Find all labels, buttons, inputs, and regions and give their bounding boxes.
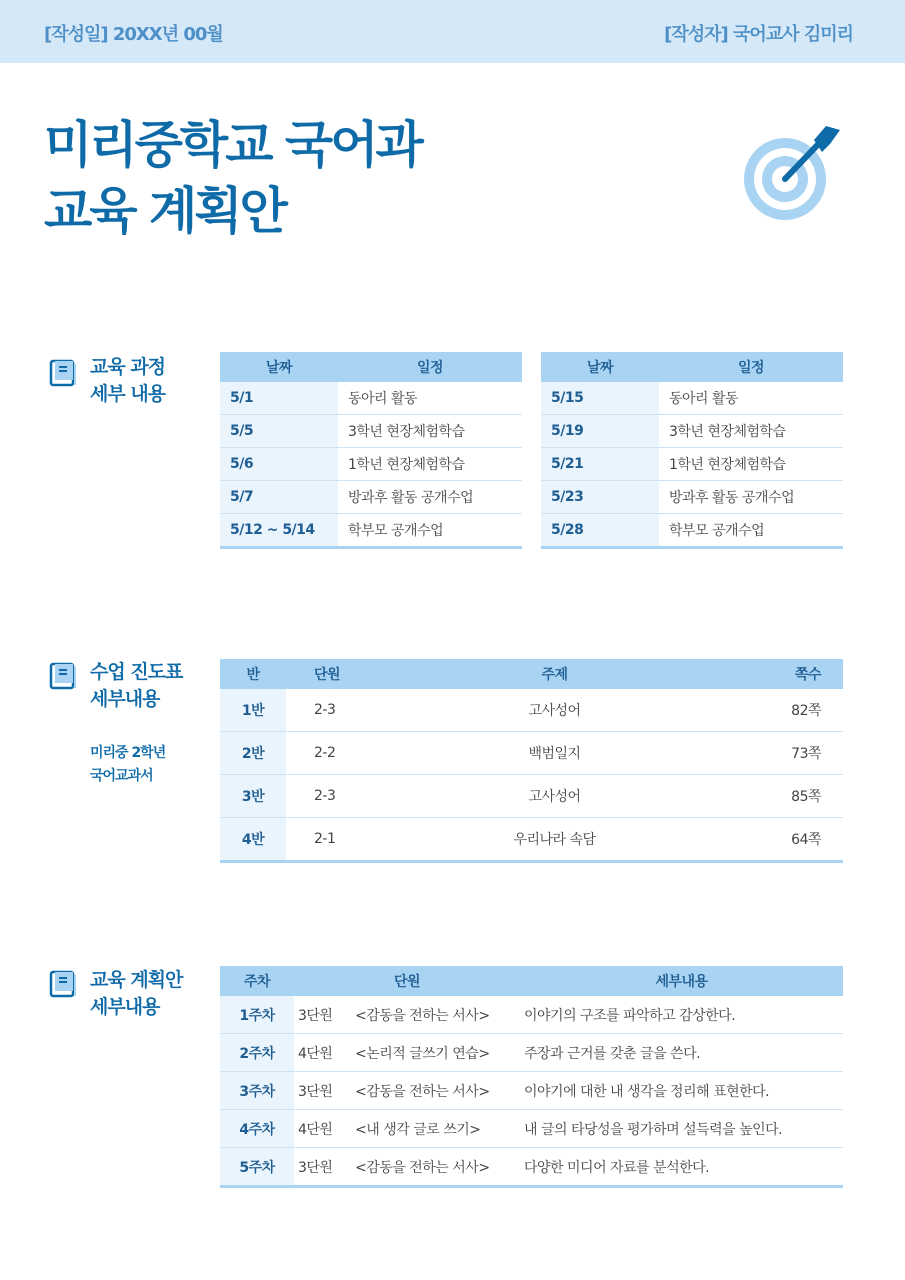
unit-name-cell: <내 생각 글로 쓰기> xyxy=(349,1110,520,1148)
table-row xyxy=(220,514,522,548)
event-cell: 1학년 현장체험학습 xyxy=(338,448,522,481)
author-label: [작성자] 국어교사 김미리 xyxy=(664,24,853,45)
header-bar xyxy=(0,0,905,63)
date-cell: 5/15 xyxy=(541,382,659,415)
date-cell: 5/21 xyxy=(541,448,659,481)
unit-cell: 2-3 xyxy=(286,775,386,818)
table-row xyxy=(220,1034,843,1072)
section2-sub-line-1: 미리중 2학년 xyxy=(90,745,166,761)
date-cell: 5/6 xyxy=(220,448,338,481)
event-cell: 3학년 현장체험학습 xyxy=(659,415,843,448)
table-row xyxy=(541,514,843,548)
detail-cell: 내 글의 타당성을 평가하며 설득력을 높인다. xyxy=(520,1110,843,1148)
table-row xyxy=(220,481,522,514)
unit-name-cell: <감동을 전하는 서사> xyxy=(349,1072,520,1110)
date-cell: 5/19 xyxy=(541,415,659,448)
header-unit: 단원 xyxy=(286,659,386,689)
section2-subtitle xyxy=(90,742,165,788)
table-row xyxy=(220,818,843,862)
progress-table xyxy=(220,659,843,863)
page-cell: 64쪽 xyxy=(723,818,843,862)
event-cell: 학부모 공개수업 xyxy=(659,514,843,548)
header-event: 일정 xyxy=(659,352,843,382)
section2-title xyxy=(90,659,182,713)
unit-name-cell: <감동을 전하는 서사> xyxy=(349,996,520,1034)
header-topic: 주제 xyxy=(386,659,723,689)
table-row xyxy=(220,382,522,415)
page-cell: 73쪽 xyxy=(723,732,843,775)
table-row xyxy=(541,481,843,514)
unit-number-cell: 4단원 xyxy=(294,1110,349,1148)
table-row xyxy=(220,1148,843,1187)
header-detail: 세부내용 xyxy=(520,966,843,996)
header-unit: 단원 xyxy=(294,966,520,996)
section3-title-line-2: 세부내용 xyxy=(90,996,160,1018)
event-cell: 동아리 활동 xyxy=(659,382,843,415)
unit-number-cell: 3단원 xyxy=(294,1072,349,1110)
class-cell: 1반 xyxy=(220,689,286,732)
table-row xyxy=(220,448,522,481)
schedule-table-left xyxy=(220,352,522,549)
date-cell: 5/1 xyxy=(220,382,338,415)
table-row xyxy=(541,448,843,481)
topic-cell: 우리나라 속담 xyxy=(386,818,723,862)
schedule-table-right xyxy=(541,352,843,549)
table-row xyxy=(220,1110,843,1148)
section2-title-line-2: 세부내용 xyxy=(90,688,160,710)
title-line-2: 교육 계획안 xyxy=(44,182,285,240)
event-cell: 1학년 현장체험학습 xyxy=(659,448,843,481)
section1-title xyxy=(90,354,165,408)
header-date: 날짜 xyxy=(541,352,659,382)
table-row xyxy=(220,689,843,732)
table-row xyxy=(220,1072,843,1110)
table-row xyxy=(541,382,843,415)
header-event: 일정 xyxy=(338,352,522,382)
title-line-1: 미리중학교 국어과 xyxy=(44,116,421,174)
event-cell: 동아리 활동 xyxy=(338,382,522,415)
detail-cell: 이야기에 대한 내 생각을 정리해 표현한다. xyxy=(520,1072,843,1110)
class-cell: 2반 xyxy=(220,732,286,775)
target-icon xyxy=(728,122,846,220)
table-row xyxy=(220,996,843,1034)
detail-cell: 이야기의 구조를 파악하고 감상한다. xyxy=(520,996,843,1034)
book-icon xyxy=(48,661,78,691)
header-week: 주차 xyxy=(220,966,294,996)
unit-cell: 2-1 xyxy=(286,818,386,862)
page-title xyxy=(44,112,421,244)
header-date: 날짜 xyxy=(220,352,338,382)
table-row xyxy=(541,415,843,448)
date-label: [작성일] 20XX년 00월 xyxy=(44,24,223,45)
week-cell: 5주차 xyxy=(220,1148,294,1187)
week-cell: 1주차 xyxy=(220,996,294,1034)
unit-name-cell: <논리적 글쓰기 연습> xyxy=(349,1034,520,1072)
section1-title-line-1: 교육 과정 xyxy=(90,356,166,378)
unit-cell: 2-3 xyxy=(286,689,386,732)
section3-title xyxy=(90,967,182,1021)
class-cell: 3반 xyxy=(220,775,286,818)
unit-name-cell: <감동을 전하는 서사> xyxy=(349,1148,520,1187)
topic-cell: 백범일지 xyxy=(386,732,723,775)
plan-table xyxy=(220,966,843,1188)
page-cell: 85쪽 xyxy=(723,775,843,818)
date-cell: 5/23 xyxy=(541,481,659,514)
week-cell: 2주차 xyxy=(220,1034,294,1072)
page-cell: 82쪽 xyxy=(723,689,843,732)
topic-cell: 고사성어 xyxy=(386,775,723,818)
table-row xyxy=(220,415,522,448)
unit-number-cell: 3단원 xyxy=(294,996,349,1034)
table-row xyxy=(220,775,843,818)
event-cell: 방과후 활동 공개수업 xyxy=(659,481,843,514)
section3-title-line-1: 교육 계획안 xyxy=(90,969,183,991)
book-icon xyxy=(48,969,78,999)
topic-cell: 고사성어 xyxy=(386,689,723,732)
event-cell: 방과후 활동 공개수업 xyxy=(338,481,522,514)
date-cell: 5/28 xyxy=(541,514,659,548)
week-cell: 4주차 xyxy=(220,1110,294,1148)
event-cell: 3학년 현장체험학습 xyxy=(338,415,522,448)
week-cell: 3주차 xyxy=(220,1072,294,1110)
header-pages: 쪽수 xyxy=(723,659,843,689)
date-cell: 5/5 xyxy=(220,415,338,448)
unit-number-cell: 3단원 xyxy=(294,1148,349,1187)
detail-cell: 주장과 근거를 갖춘 글을 쓴다. xyxy=(520,1034,843,1072)
event-cell: 학부모 공개수업 xyxy=(338,514,522,548)
date-cell: 5/12 ~ 5/14 xyxy=(220,514,338,548)
unit-cell: 2-2 xyxy=(286,732,386,775)
section2-sub-line-2: 국어교과서 xyxy=(90,768,153,784)
book-icon xyxy=(48,358,78,388)
table-row xyxy=(220,732,843,775)
header-class: 반 xyxy=(220,659,286,689)
section2-title-line-1: 수업 진도표 xyxy=(90,661,183,683)
unit-number-cell: 4단원 xyxy=(294,1034,349,1072)
class-cell: 4반 xyxy=(220,818,286,862)
detail-cell: 다양한 미디어 자료를 분석한다. xyxy=(520,1148,843,1187)
date-cell: 5/7 xyxy=(220,481,338,514)
section1-title-line-2: 세부 내용 xyxy=(90,383,166,405)
